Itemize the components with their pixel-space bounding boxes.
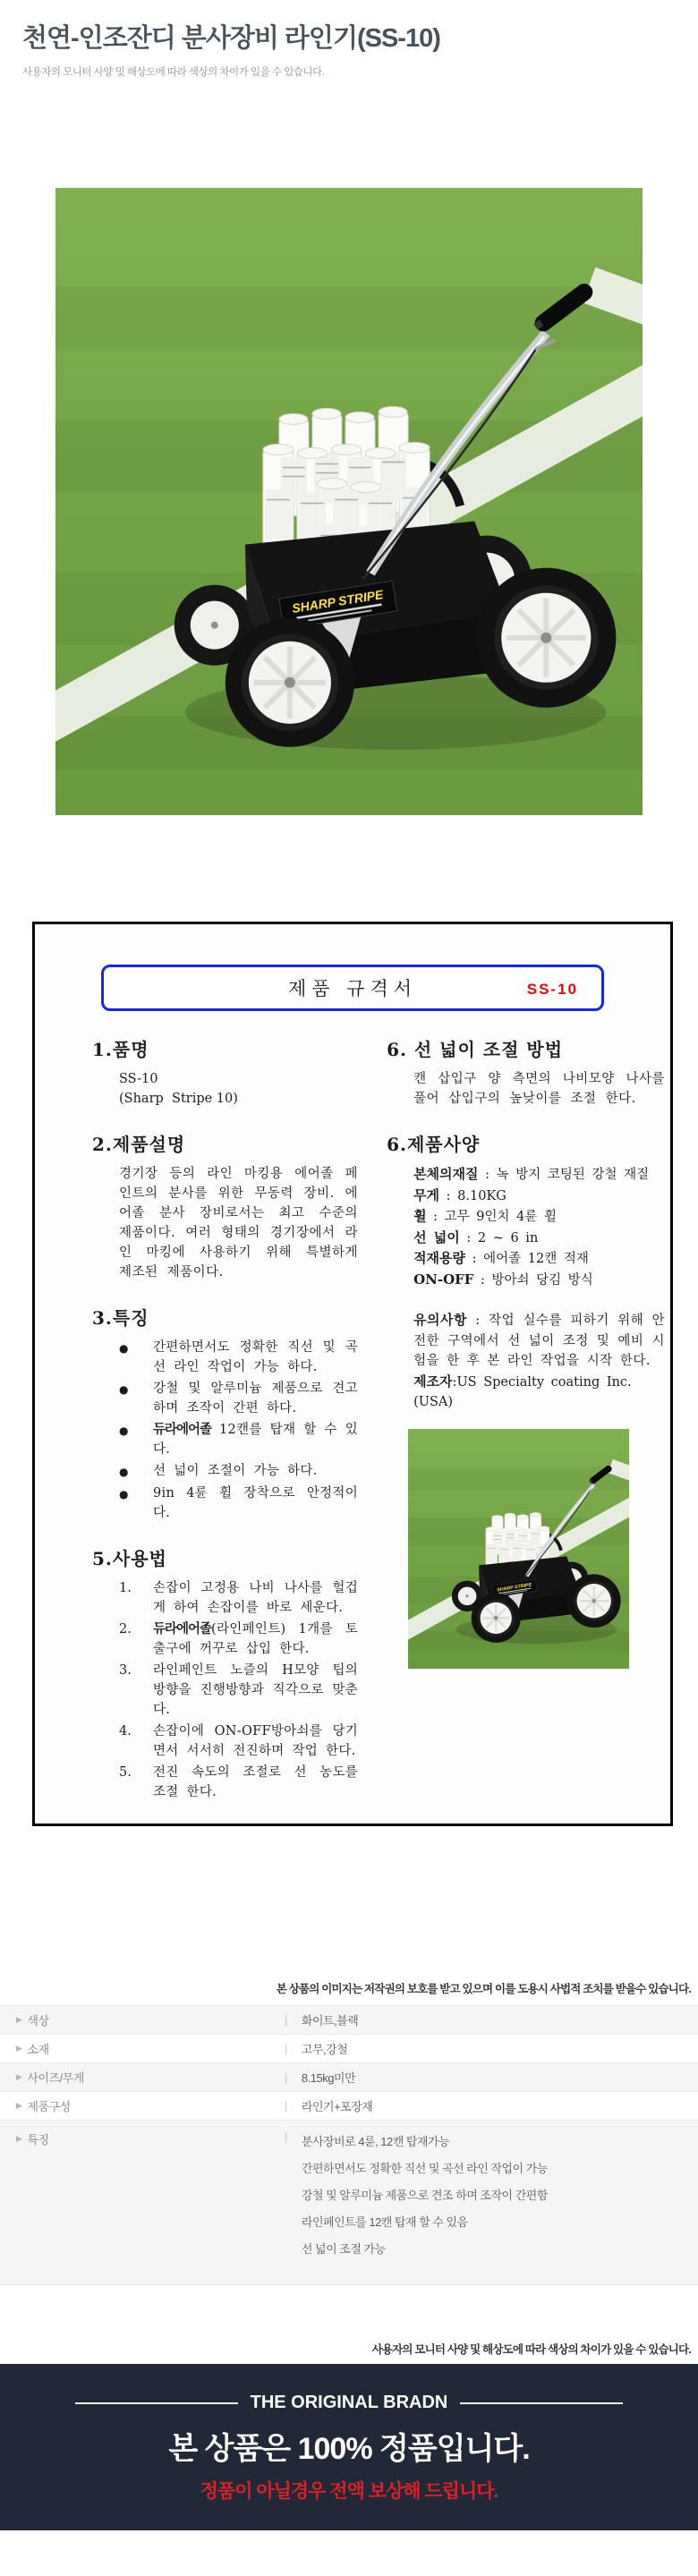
table-row-composition xyxy=(0,2092,698,2121)
pipe-divider: | xyxy=(285,2099,287,2113)
section-heading: 6.제품사양 xyxy=(387,1134,481,1155)
product-info-table xyxy=(0,2005,698,2285)
table-row-material xyxy=(0,2035,698,2063)
kicker-text: THE ORIGINAL BRADN xyxy=(250,2393,448,2412)
spec-row xyxy=(413,1164,665,1186)
step-text: 라인페인트 노즐의 H모양 팁의 방향을 진행방향과 직각으로 맞춘다. xyxy=(153,1663,359,1717)
spec-row xyxy=(413,1206,665,1228)
feature-text: 선 넓이 조절이 가능 하다. xyxy=(153,1464,318,1478)
maker-label: 제조자 xyxy=(413,1373,453,1390)
page-title: 천연-인조잔디 분사장비 라인기(SS-10) xyxy=(22,24,440,53)
row-value: 화이트,블랙 xyxy=(301,2014,359,2028)
section-usage xyxy=(92,1544,358,1802)
spec-right-column xyxy=(358,1035,665,1824)
row-value: 분사장비로 4륜, 12캔 탑재가능 xyxy=(301,2135,450,2148)
spec-label: ON-OFF xyxy=(413,1271,474,1288)
feature-item xyxy=(119,1484,358,1523)
section-features xyxy=(92,1304,358,1523)
product-name-english: (Sharp Stripe 10) xyxy=(119,1092,238,1106)
colon: : xyxy=(473,1272,492,1288)
note-text: 작업 실수를 피하기 위해 안전한 구역에서 선 넓이 조정 및 예비 시험을 한 후 본 라인 작업을 시작 한다. xyxy=(413,1314,666,1368)
bullet-icon: ● xyxy=(119,1488,129,1501)
feature-item xyxy=(119,1379,358,1418)
spec-row xyxy=(413,1248,665,1270)
section-product-name xyxy=(92,1035,358,1109)
arrow-icon: ▶ xyxy=(16,2044,22,2053)
feature-text: 9in 4륜 휠 장착으로 안정적이다. xyxy=(153,1486,359,1520)
feature-text: 간편하면서도 정확한 직선 및 곡선 라인 작업이 가능 하다. xyxy=(153,1340,359,1374)
spec-left-column xyxy=(60,1035,358,1824)
row-label: 제품구성 xyxy=(27,2100,71,2113)
colon: : xyxy=(452,1374,457,1390)
spec-value: 에어졸 12캔 적재 xyxy=(483,1252,589,1266)
maker-value: US Specialty coating Inc.(USA) xyxy=(413,1374,632,1409)
bullet-icon: ● xyxy=(119,1466,129,1478)
usage-step xyxy=(119,1578,358,1618)
main-product-photo xyxy=(55,188,643,815)
arrow-icon: ▶ xyxy=(16,2134,22,2143)
description-text: 경기장 등의 라인 마킹용 에어졸 페인트의 분사를 위한 무동력 장비. 에어졸 분사 장비로서는 최고 수준의 제품이다. 여러 형태의 경기장에서 라인 마킹에 사용하기 위해 특별하게 제조된 제품이다. xyxy=(119,1167,359,1279)
spec-sheet xyxy=(32,922,673,1826)
section-heading: 5.사용법 xyxy=(92,1548,167,1569)
feature-item xyxy=(119,1420,358,1459)
section-description xyxy=(92,1130,358,1282)
section-line-width xyxy=(387,1035,665,1109)
row-value: 고무,강철 xyxy=(301,2043,348,2056)
spec-sheet-body xyxy=(35,1011,670,1824)
section-heading: 6. 선 넓이 조절 방법 xyxy=(387,1039,564,1060)
table-row-color xyxy=(0,2006,698,2035)
page-header xyxy=(0,0,698,79)
spec-sheet-product-photo xyxy=(408,1429,629,1669)
usage-step xyxy=(119,1620,358,1659)
feature-text: 강철 및 알루미늄 제품으로 견고 하며 조작이 간편 하다. xyxy=(153,1382,359,1416)
colon: : xyxy=(426,1210,445,1224)
banner-headline: 본 상품은 100% 정품입니다. xyxy=(168,2432,530,2466)
row-value: 강철 및 알루미늄 제품으로 견조 하며 조작이 간편함 xyxy=(301,2189,548,2202)
spec-label: 무게 xyxy=(413,1186,440,1203)
arrow-icon: ▶ xyxy=(16,2101,22,2110)
feature-text: 12캔를 탑재 할 수 있다. xyxy=(153,1423,359,1457)
row-value: 8.15kg미만 xyxy=(301,2071,356,2085)
row-label: 소재 xyxy=(27,2043,49,2056)
bottom-whitespace xyxy=(0,2530,698,2576)
section-heading: 1.품명 xyxy=(92,1039,149,1060)
row-value: 간편하면서도 정확한 직선 및 곡선 라인 작업이 가능 xyxy=(301,2162,548,2175)
feature-item xyxy=(119,1338,358,1377)
step-number: 2. xyxy=(119,1622,132,1637)
step-text: 전진 속도의 조절로 선 농도를 조절 한다. xyxy=(153,1765,359,1799)
spec-value: 녹 방지 코팅된 강철 재질 xyxy=(496,1168,650,1182)
arrow-icon: ▶ xyxy=(16,2072,22,2081)
step-number: 3. xyxy=(119,1663,132,1678)
brand-word: 듀라에어졸 xyxy=(153,1423,212,1437)
spec-label: 적재용량 xyxy=(413,1250,466,1266)
section-heading: 2.제품설명 xyxy=(92,1134,186,1155)
monitor-disclaimer-top: 사용자의 모니터 사양 및 해상도에 따라 색상의 차이가 있을 수 있습니다. xyxy=(22,67,325,78)
section-heading: 3.특징 xyxy=(92,1307,149,1329)
product-name-model: SS-10 xyxy=(119,1072,158,1086)
spec-value: 방아쇠 당김 방식 xyxy=(491,1272,593,1288)
pipe-divider: | xyxy=(285,2130,287,2144)
step-text: 손잡이 고정용 나비 나사를 헐겁게 하여 손잡이를 바로 세운다. xyxy=(153,1581,359,1615)
spec-label: 선 넓이 xyxy=(413,1228,460,1245)
table-row-size-weight xyxy=(0,2063,698,2092)
row-label: 사이즈/무게 xyxy=(27,2071,84,2085)
spec-label: 본체의재질 xyxy=(413,1166,479,1182)
colon: : xyxy=(459,1230,478,1245)
usage-step xyxy=(119,1763,358,1802)
spec-value: 8.10KG xyxy=(457,1188,506,1203)
pipe-divider: | xyxy=(285,2013,287,2027)
feature-item xyxy=(119,1461,358,1482)
note-label: 유의사항 xyxy=(413,1312,468,1328)
banner-kicker xyxy=(75,2393,624,2413)
copyright-notice: 본 상품의 이미지는 저작권의 보호를 받고 있으며 이를 도용시 사법적 조치를 받을수 있습니다. xyxy=(276,1983,691,1995)
spec-value: 고무 9인치 4륜 휠 xyxy=(444,1210,557,1224)
spec-sheet-header xyxy=(101,965,604,1011)
usage-step xyxy=(119,1722,358,1761)
row-value: 선 넓이 조절 가능 xyxy=(301,2242,386,2256)
bullet-icon: ● xyxy=(119,1424,129,1437)
step-number: 4. xyxy=(119,1724,132,1739)
spec-label: 휠 xyxy=(413,1208,427,1224)
banner-subtext: 정품이 아닐경우 전액 보상해 드립니다. xyxy=(200,2481,498,2502)
arrow-icon: ▶ xyxy=(16,2015,22,2024)
table-row-features xyxy=(0,2121,698,2285)
line-width-text: 캔 삽입구 양 측면의 나비모양 나사를 풀어 삽입구의 높낮이를 조절 한다. xyxy=(413,1072,665,1106)
spec-row xyxy=(413,1270,665,1291)
brand-word: 듀라에어졸 xyxy=(153,1622,212,1637)
spec-sheet-title: 제품 규격서 xyxy=(287,978,418,999)
colon: : xyxy=(439,1188,458,1203)
spec-value: 2 ~ 6 in xyxy=(477,1230,539,1245)
section-specs xyxy=(387,1130,665,1669)
maker-line xyxy=(413,1372,665,1413)
usage-step xyxy=(119,1661,358,1720)
step-text: 손잡이에 ON-OFF방아쇠를 당기면서 서서히 전진하며 작업 한다. xyxy=(153,1724,359,1758)
row-label: 색상 xyxy=(27,2014,49,2028)
step-text: (라인페인트) 1개를 토출구에 꺼꾸로 삽입 한다. xyxy=(153,1622,359,1656)
caution-note xyxy=(413,1310,665,1372)
genuine-product-banner xyxy=(0,2364,698,2530)
pipe-divider: | xyxy=(285,2070,287,2084)
spec-row xyxy=(413,1186,665,1207)
model-code: SS-10 xyxy=(526,981,578,998)
bullet-icon: ● xyxy=(119,1342,129,1355)
kicker-line-left xyxy=(75,2402,238,2404)
step-number: 1. xyxy=(119,1581,132,1595)
colon: : xyxy=(467,1314,489,1328)
colon: : xyxy=(478,1168,497,1182)
step-number: 5. xyxy=(119,1765,132,1780)
spec-row xyxy=(413,1228,665,1249)
pipe-divider: | xyxy=(285,2042,287,2055)
monitor-disclaimer-bottom: 사용자의 모니터 사양 및 해상도에 따라 색상의 차이가 있을 수 있습니다. xyxy=(371,2343,691,2356)
kicker-line-right xyxy=(460,2402,623,2404)
colon: : xyxy=(465,1252,484,1266)
bullet-icon: ● xyxy=(119,1383,129,1396)
row-value: 라인페인트를 12캔 탑재 할 수 있음 xyxy=(301,2215,468,2229)
row-value: 라인기+포장재 xyxy=(301,2100,373,2113)
row-label: 특징 xyxy=(27,2133,49,2147)
